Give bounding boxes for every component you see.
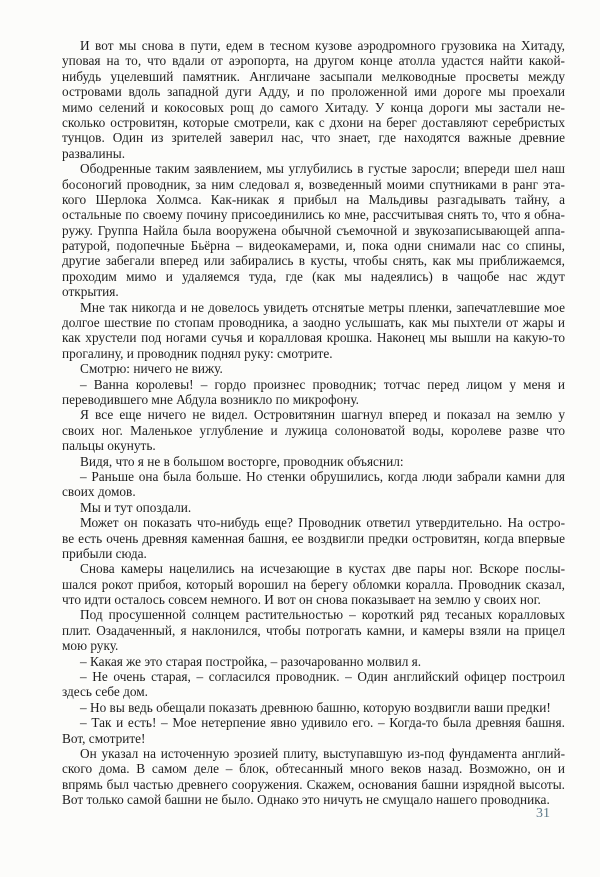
text-line: нибудь уцелевший памятник. Англичане засыпали мелководные просветы между: [62, 68, 565, 84]
text-line: И вот мы снова в пути, едем в тесном кузове аэродромного грузовика на Хитаду,: [80, 38, 565, 53]
paragraph: [62, 500, 565, 515]
text-line: развалины.: [62, 145, 126, 161]
text-line: впрямь был частью древнего сооружения. Скажем, основания башни изрядной высоты.: [62, 776, 565, 792]
text-line: Я все еще ничего не видел. Островитянин шагнул вперед и показал на землю у: [80, 407, 565, 423]
paragraph: [62, 669, 565, 700]
text-line: Ободренные таким заявлением, мы углубились в густые заросли; впереди шел наш: [80, 161, 565, 177]
text-line: долгое шествие по стопам проводника, а заодно услышать, как мы пыхтели от жары и: [62, 315, 565, 331]
text-line: Под просушенной солнцем растительностью – короткий ряд тесаных коралловых: [80, 607, 565, 623]
paragraph: [62, 300, 565, 362]
text-line: тунцов. Один из зрителей заверил нас, что знает, где находятся важные древние: [62, 130, 565, 146]
text-line: – Ванна королевы! – гордо произнес проводник; тотчас перед лицом у меня и: [80, 376, 565, 392]
text-line: как хрустели под ногами сучья и коралловая крошка. Наконец мы вышли на какую-то: [62, 330, 565, 346]
text-line: Мне так никогда и не довелось увидеть отснятые метры пленки, запечатлевшие мое: [80, 299, 565, 315]
paragraph: [62, 361, 565, 376]
text-line: мимо селений и кокосовых рощ до самого Хитаду. У конца дороги мы застали не-: [62, 99, 565, 115]
paragraph: [62, 746, 565, 808]
text-line: что идти осталось совсем немного. И вот он снова показывает на землю у своих ног.: [62, 592, 541, 608]
text-line: Вот, смотрите!: [62, 730, 146, 746]
paragraph: [62, 38, 565, 161]
text-line: своих домов.: [62, 484, 136, 500]
text-line: здесь себе дом.: [62, 684, 148, 700]
paragraph: [62, 515, 565, 561]
text-line: уповая на то, что вдали от аэропорта, на другом конце атолла удастся найти какой-: [62, 53, 565, 69]
text-line: ве есть очень древняя каменная башня, ее воздвигли предки островитян, когда впервые: [62, 530, 565, 546]
text-line: Смотрю: ничего не вижу.: [80, 361, 223, 377]
text-line: Снова камеры нацелились на исчезающие в кустах две пары ног. Вскоре послы-: [80, 561, 565, 577]
paragraph: [62, 700, 565, 715]
text-line: остальные по своему почину присоединились ко мне, рассчитывая снять то, что я обна-: [62, 207, 565, 223]
text-line: проходим мимо и удаляемся туда, где (как мы надеялись) в чащобе нас ждут: [62, 268, 565, 284]
text-line: Может он показать что-нибудь еще? Проводник ответил утвердительно. На остро-: [80, 515, 565, 531]
text-line: плит. Озадаченный, я наклонился, чтобы потрогать камни, и камеры взяли на прицел: [62, 622, 565, 638]
text-line: ского дома. В самом деле – блок, обтесанный много веков назад. Возможно, он и: [62, 761, 565, 777]
text-line: открытия.: [62, 284, 119, 300]
text-line: – Не очень старая, – согласился проводник. – Один английский офицер построил: [80, 669, 565, 685]
paragraph: [62, 407, 565, 453]
paragraph: [62, 469, 565, 500]
text-line: ружу. Группа Найла была вооружена обычной съемочной и звукозаписывающей аппа-: [62, 222, 565, 238]
paragraph: [62, 561, 565, 607]
paragraph: [62, 715, 565, 746]
paragraph: [62, 654, 565, 669]
text-line: сколько островитян, которые смотрели, как с дхони на берег доставляют серебристых: [62, 114, 565, 130]
paragraph: [62, 377, 565, 408]
text-line: – Так и есть! – Мое нетерпение явно удивило его. – Когда-то была древняя башня.: [80, 715, 565, 731]
page-number: 31: [536, 806, 550, 821]
text-line: переводившего мне Абдула возникло по микрофону.: [62, 391, 360, 407]
paragraph: [62, 161, 565, 300]
text-line: Видя, что я не в большом восторге, проводник объяснил:: [80, 453, 404, 469]
text-line: пальцы окунуть.: [62, 438, 156, 454]
text-line: Мы и тут опоздали.: [80, 499, 192, 515]
text-line: кого Шерлока Холмса. Как-никак я прибыл на Мальдивы разгадывать тайну, а: [62, 191, 565, 207]
text-line: босоногий проводник, за ним следовал я, возведенный моими спутниками в ранг эта-: [62, 176, 565, 192]
paragraph: [62, 454, 565, 469]
text-line: ратурой, подопечные Бьёрна – видеокамерами, и, пока одни снимали нас со спины,: [62, 238, 565, 254]
text-line: другие забегали вперед или забирались в кусты, чтобы снять, как мы приближаемся,: [62, 253, 565, 269]
paragraph: [62, 607, 565, 653]
text-line: шался рокот прибоя, который ворошил на берегу обломки коралла. Проводник сказал,: [62, 576, 565, 592]
text-line: мою руку.: [62, 638, 119, 654]
page-body-text: [62, 38, 565, 808]
text-line: прогалину, и проводник поднял руку: смотрите.: [62, 345, 333, 361]
text-line: – Какая же это старая постройка, – разочарованно молвил я.: [80, 653, 422, 669]
text-line: – Раньше она была больше. Но стенки обрушились, когда люди забрали камни для: [80, 468, 565, 484]
text-line: Вот только самой башни не было. Однако это ничуть не смущало нашего проводника.: [62, 792, 550, 808]
text-line: прибыли сюда.: [62, 545, 147, 561]
text-line: Он указал на источенную эрозией плиту, выступавшую из-под фундамента англий-: [80, 745, 565, 761]
text-line: островами вдоль западной дуги Адду, и по проложенной ими дороге мы проехали: [62, 84, 565, 100]
text-line: своих ног. Маленькое углубление и лужица солоноватой воды, королеве разве что: [62, 422, 565, 438]
text-line: – Но вы ведь обещали показать древнюю башню, которую воздвигли ваши предки!: [80, 699, 551, 715]
